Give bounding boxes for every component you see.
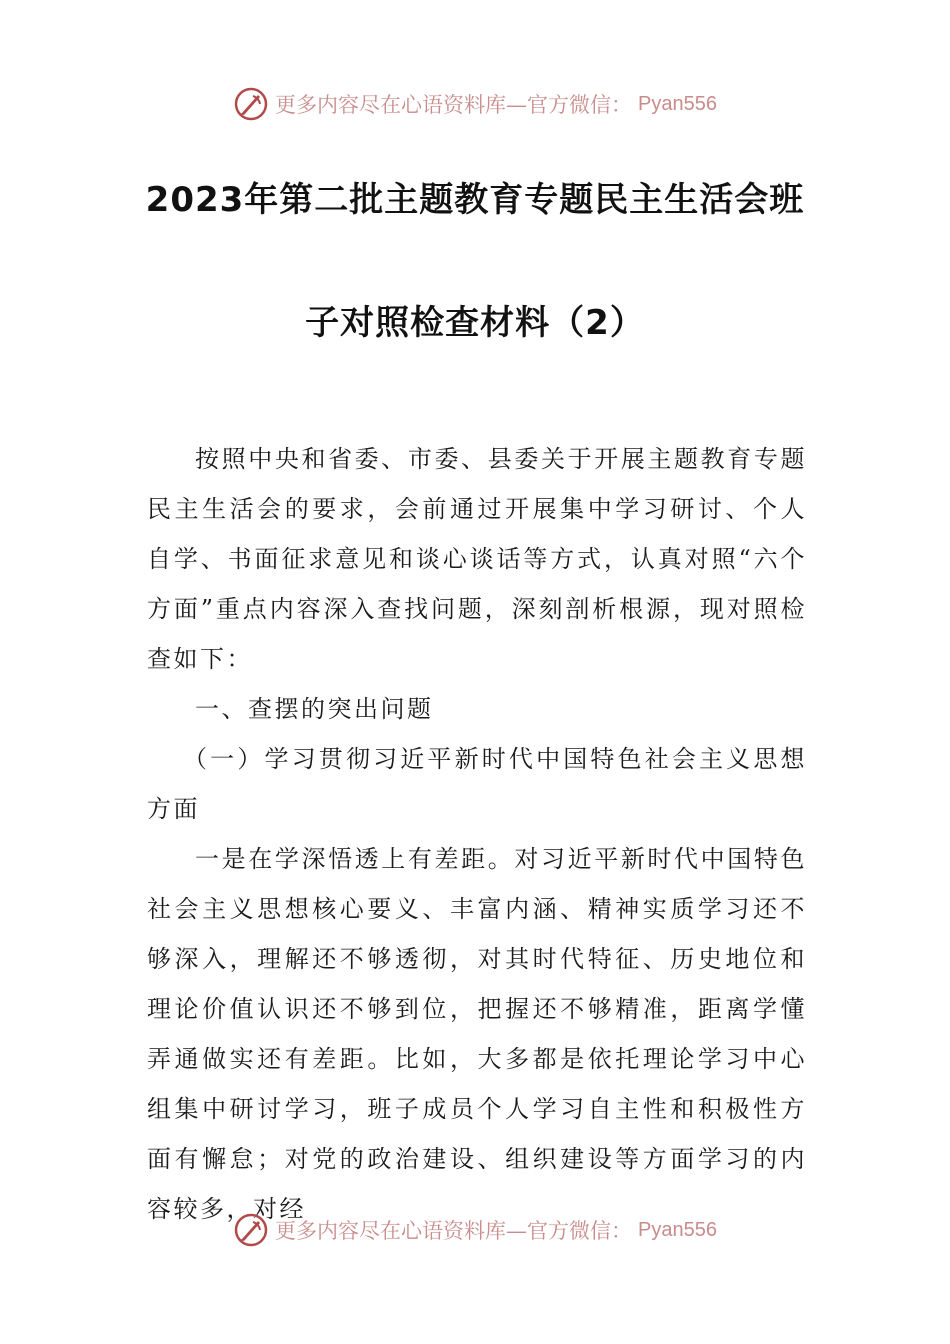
watermark-banner-top — [0, 84, 950, 124]
heading-section-1: 一、查摆的突出问题 — [195, 695, 434, 723]
paragraph-point-1: 一是在学深悟透上有差距。对习近平新时代中国特色社会主义思想核心要义、丰富内涵、精神实质学习还不够深入，理解还不够透彻，对其时代特征、历史地位和理论价值认识还不够到位，把握还不够精准，距离学懂弄通做实还有差距。比如，大多都是依托理论学习中心组集中研讨学习，班子成员个人学习自主性和积极性方面有懈怠；对党的政治建设、组织建设等方面学习的内容较多，对经 — [147, 845, 807, 1223]
watermark-text: 更多内容尽在心语资料库—官方微信： — [275, 93, 633, 117]
document-body — [147, 434, 807, 1234]
watermark-wechat-id: Pyan556 — [638, 1218, 717, 1241]
document-title-line2: 子对照检查材料（2） — [305, 303, 645, 343]
quill-logo-icon — [233, 86, 269, 122]
quill-logo-icon — [233, 1212, 269, 1248]
document-title-line1: 2023年第二批主题教育专题民主生活会班 — [145, 180, 805, 220]
watermark-text: 更多内容尽在心语资料库—官方微信： — [275, 1219, 633, 1243]
watermark-wechat-id: Pyan556 — [638, 92, 717, 115]
paragraph-intro: 按照中央和省委、市委、县委关于开展主题教育专题民主生活会的要求，会前通过开展集中学习研讨、个人自学、书面征求意见和谈心谈话等方式，认真对照“六个方面”重点内容深入查找问题，深刻剖析根源，现对照检查如下： — [147, 445, 807, 673]
heading-subsection-1: （一）学习贯彻习近平新时代中国特色社会主义思想方面 — [147, 745, 807, 823]
watermark-banner-bottom — [0, 1210, 950, 1250]
